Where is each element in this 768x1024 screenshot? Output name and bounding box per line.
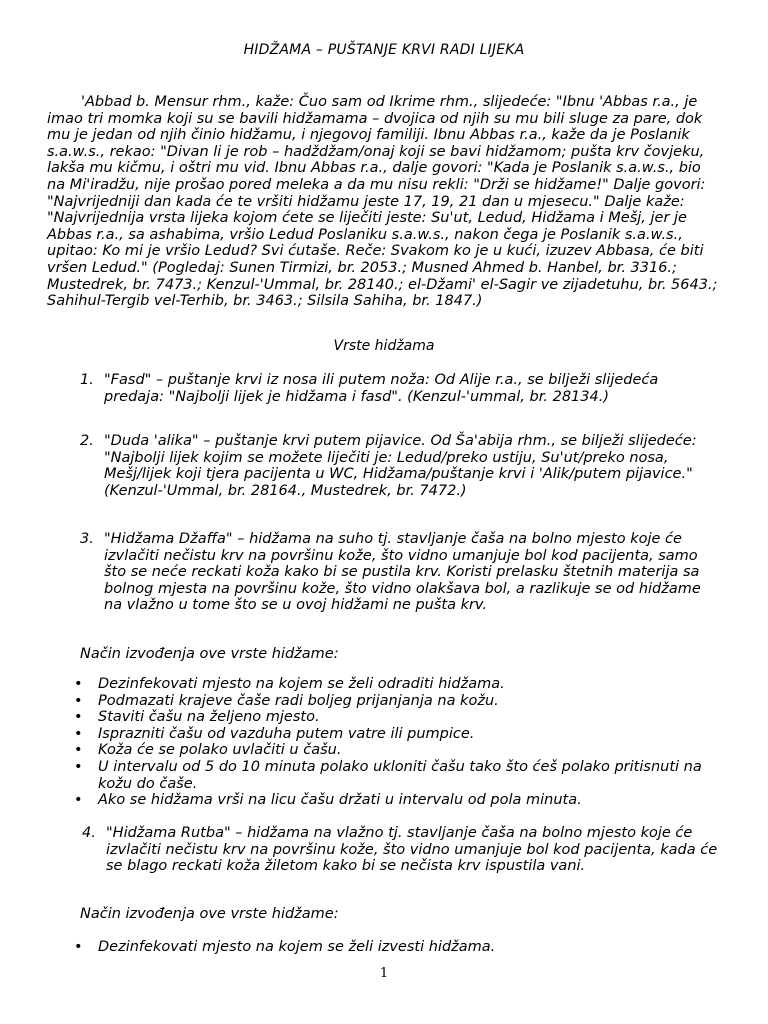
step-text: Dezinfekovati mjesto na kojem se želi izvesti hidžama. <box>98 939 496 955</box>
method-heading: Način izvođenja ove vrste hidžame: <box>80 906 339 922</box>
step-text: U intervalu od 5 do 10 minuta polako ukloniti čašu tako što ćeš polako pritisnuti na kožu do čaše. <box>98 758 702 792</box>
page-number: 1 <box>379 966 389 981</box>
item-number: 1. <box>80 372 94 388</box>
document-title: HIDŽAMA – PUŠTANJE KRVI RADI LIJEKA <box>243 42 525 58</box>
bullet-icon: • <box>74 709 83 726</box>
steps-list <box>74 939 722 956</box>
list-item <box>74 693 722 710</box>
hidzama-type-item <box>82 825 722 875</box>
bullet-icon: • <box>74 742 83 759</box>
step-text: Staviti čašu na željeno mjesto. <box>98 709 320 726</box>
item-text: "Hidžama Džaffa" – hidžama na suho tj. stavljanje čaša na bolno mjesto koje će izvlačiti nečistu krv na površinu kože, što vidno umanjuje bol kod pacijenta, samo što se neće reckati koža kako bi se pustila krv. Koristi prelasku štetnih materija sa bolnog mjesta na površinu kože, što vidno olakšava bol, a razlikuje se od hidžame na vlažno u tome što se u ovoj hidžami ne pušta krv. <box>104 531 701 614</box>
bullet-icon: • <box>74 725 83 742</box>
bullet-icon: • <box>74 758 83 775</box>
list-item <box>74 939 722 956</box>
item-number: 2. <box>80 433 94 449</box>
list-item <box>74 742 722 759</box>
item-text: "Duda 'alika" – puštanje krvi putem pijavice. Od Ša'abija rhm., se bilježi slijedeće: "Najbolji lijek kojim se možete liječiti je: Ledud/preko ustiju, Su'ut/preko nosa, Mešj/lijek koji tjera pacijenta u WC, Hidžama/puštanje krvi i 'Alik/putem pijavice." (Kenzul-'Ummal, br. 28164., Mustedrek, br. 7472.) <box>104 433 697 499</box>
bullet-icon: • <box>74 939 83 955</box>
step-text: Koža će se polako uvlačiti u čašu. <box>98 742 342 759</box>
list-item <box>74 726 722 743</box>
item-number: 3. <box>80 531 94 547</box>
item-number: 4. <box>82 825 96 841</box>
step-text: Isprazniti čašu od vazduha putem vatre ili pumpice. <box>98 725 475 742</box>
step-text: Ako se hidžama vrši na licu čašu držati u intervalu od pola minuta. <box>98 792 582 809</box>
list-item <box>74 709 722 726</box>
hidzama-type-item <box>80 531 720 614</box>
bullet-icon: • <box>74 792 83 809</box>
hidzama-type-item <box>80 433 720 499</box>
hidzama-type-item <box>80 372 720 405</box>
item-text: "Hidžama Rutba" – hidžama na vlažno tj. stavljanje čaša na bolno mjesto koje će izvlačiti nečistu krv na površinu kože, što vidno umanjuje bol kod pacijenta, kada će se blago reckati koža žiletom kako bi se nečista krv ispustila vani. <box>106 825 718 875</box>
list-item <box>74 676 722 693</box>
bullet-icon: • <box>74 692 83 709</box>
intro-paragraph: 'Abbad b. Mensur rhm., kaže: Čuo sam od Ikrime rhm., slijedeće: "Ibnu 'Abbas r.a., je imao tri momka koji su se bavili hidžamama – dvojica od njih su mu bili sluge za pare, dok mu je jedan od njih činio hidžamu, i njegovoj familiji. Ibnu Abbas r.a., kaže da je Poslanik s.a.w.s., rekao: "Divan li je rob – hadždžam/onaj koji se bavi hidžamom; pušta krv čovjeku, lakša mu kičmu, i oštri mu vid. Ibnu Abbas r.a., dalje govori: "Kada je Poslanik s.a.w.s., bio na Mi'iradžu, nije prošao pored meleka a da mu nisu rekli: "Drži se hidžame!" Dalje govori: "Najvrijedniji dan kada će te vršiti hidžamu jeste 17, 19, 21 dan u mjesecu." Dalje kaže: "Najvrijednija vrsta lijeka kojom ćete se liječiti jeste: Su'ut, Ledud, Hidžama i Mešj, jer je Abbas r.a., sa ashabima, vršio Ledud Poslaniku s.a.w.s., nakon čega je Poslanik s.a.w.s., upitao: Ko mi je vršio Ledud? Svi ćutaše. Reče: Svakom ko je u kući, izuzev Abbasa, će biti vršen Ledud." (Pogledaj: Sunen Tirmizi, br. 2053.; Musned Ahmed b. Hanbel, br. 3316.; Mustedrek, br. 7473.; Kenzul-'Ummal, br. 28140.; el-Džami' el-Sagir ve zijadetuhu, br. 5643.; Sahihul-Tergib vel-Terhib, br. 3463.; Silsila Sahiha, br. 1847.) <box>47 94 718 310</box>
steps-list <box>74 676 722 809</box>
step-text: Podmazati krajeve čaše radi boljeg prijanjanja na kožu. <box>98 692 499 709</box>
list-item <box>74 792 722 809</box>
item-text: "Fasd" – puštanje krvi iz nosa ili putem noža: Od Alije r.a., se bilježi slijedeća predaja: "Najbolji lijek je hidžama i fasd". (Kenzul-'ummal, br. 28134.) <box>104 372 659 405</box>
method-heading: Način izvođenja ove vrste hidžame: <box>80 646 339 662</box>
list-item <box>74 759 722 792</box>
section-heading: Vrste hidžama <box>333 338 435 354</box>
step-text: Dezinfekovati mjesto na kojem se želi odraditi hidžama. <box>98 676 505 692</box>
bullet-icon: • <box>74 676 83 692</box>
